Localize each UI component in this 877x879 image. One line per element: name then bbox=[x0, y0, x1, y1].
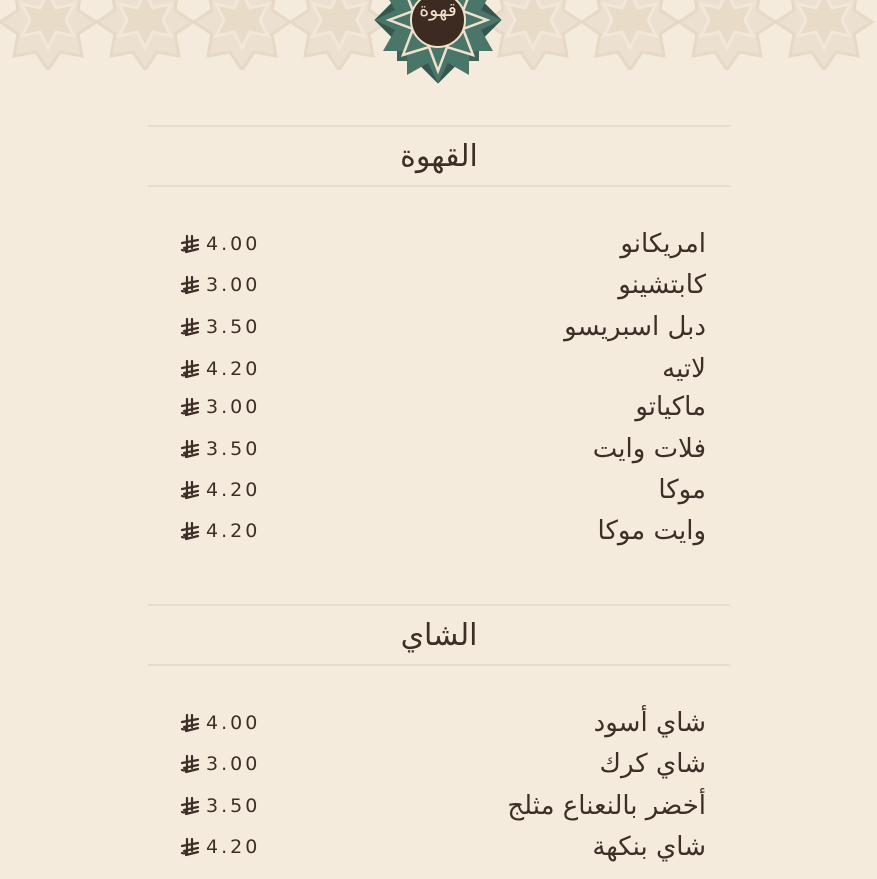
item-price bbox=[180, 274, 260, 296]
price-value: 3.50 bbox=[206, 795, 261, 817]
saudi-riyal-icon bbox=[180, 480, 200, 500]
item-name: أخضر بالنعناع مثلج bbox=[507, 791, 706, 821]
saudi-riyal-icon bbox=[180, 796, 200, 816]
item-name: شاي أسود bbox=[593, 708, 706, 738]
item-price bbox=[180, 753, 260, 775]
item-name: ماكياتو bbox=[635, 392, 706, 422]
price-value: 3.50 bbox=[206, 316, 261, 338]
saudi-riyal-icon bbox=[180, 439, 200, 459]
item-price bbox=[180, 438, 260, 460]
section-header-coffee bbox=[148, 125, 730, 187]
item-price bbox=[180, 712, 260, 734]
price-value: 3.00 bbox=[206, 274, 261, 296]
item-price bbox=[180, 316, 260, 338]
menu-item[interactable] bbox=[180, 390, 706, 424]
logo-text: قهوة bbox=[419, 0, 457, 21]
saudi-riyal-icon bbox=[180, 234, 200, 254]
section-header-tea bbox=[148, 604, 730, 666]
menu-item[interactable] bbox=[180, 747, 706, 781]
price-value: 3.00 bbox=[206, 396, 261, 418]
item-name: كابتشينو bbox=[618, 270, 706, 300]
price-value: 4.20 bbox=[206, 358, 261, 380]
price-value: 4.20 bbox=[206, 836, 261, 858]
saudi-riyal-icon bbox=[180, 837, 200, 857]
item-price bbox=[180, 795, 260, 817]
item-name: فلات وايت bbox=[592, 434, 706, 464]
price-value: 4.00 bbox=[206, 712, 261, 734]
saudi-riyal-icon bbox=[180, 754, 200, 774]
price-value: 3.00 bbox=[206, 753, 261, 775]
item-name: شاي كرك bbox=[599, 749, 706, 779]
item-name: دبل اسبريسو bbox=[564, 312, 706, 342]
price-value: 4.20 bbox=[206, 479, 261, 501]
saudi-riyal-icon bbox=[180, 317, 200, 337]
item-price bbox=[180, 396, 260, 418]
saudi-riyal-icon bbox=[180, 713, 200, 733]
menu-item[interactable] bbox=[180, 830, 706, 864]
price-value: 4.20 bbox=[206, 520, 261, 542]
item-price bbox=[180, 233, 260, 255]
item-price bbox=[180, 358, 260, 380]
item-price bbox=[180, 520, 260, 542]
item-name: امريكانو bbox=[620, 229, 706, 259]
logo-emblem bbox=[373, 0, 503, 85]
menu-item[interactable] bbox=[180, 268, 706, 302]
menu-item[interactable] bbox=[180, 706, 706, 740]
menu-item[interactable] bbox=[180, 310, 706, 344]
menu-item[interactable] bbox=[180, 473, 706, 507]
menu-item[interactable] bbox=[180, 227, 706, 261]
saudi-riyal-icon bbox=[180, 359, 200, 379]
menu-item[interactable] bbox=[180, 432, 706, 466]
item-price bbox=[180, 479, 260, 501]
menu-item[interactable] bbox=[180, 789, 706, 823]
menu-item[interactable] bbox=[180, 352, 706, 386]
saudi-riyal-icon bbox=[180, 397, 200, 417]
menu-item[interactable] bbox=[180, 514, 706, 548]
price-value: 4.00 bbox=[206, 233, 261, 255]
saudi-riyal-icon bbox=[180, 275, 200, 295]
section-title: الشاي bbox=[400, 617, 478, 653]
saudi-riyal-icon bbox=[180, 521, 200, 541]
item-name: شاي بنكهة bbox=[592, 832, 706, 862]
item-price bbox=[180, 836, 260, 858]
section-title: القهوة bbox=[400, 138, 478, 174]
price-value: 3.50 bbox=[206, 438, 261, 460]
item-name: موكا bbox=[658, 475, 706, 505]
item-name: لاتيه bbox=[662, 354, 706, 384]
item-name: وايت موكا bbox=[597, 516, 706, 546]
